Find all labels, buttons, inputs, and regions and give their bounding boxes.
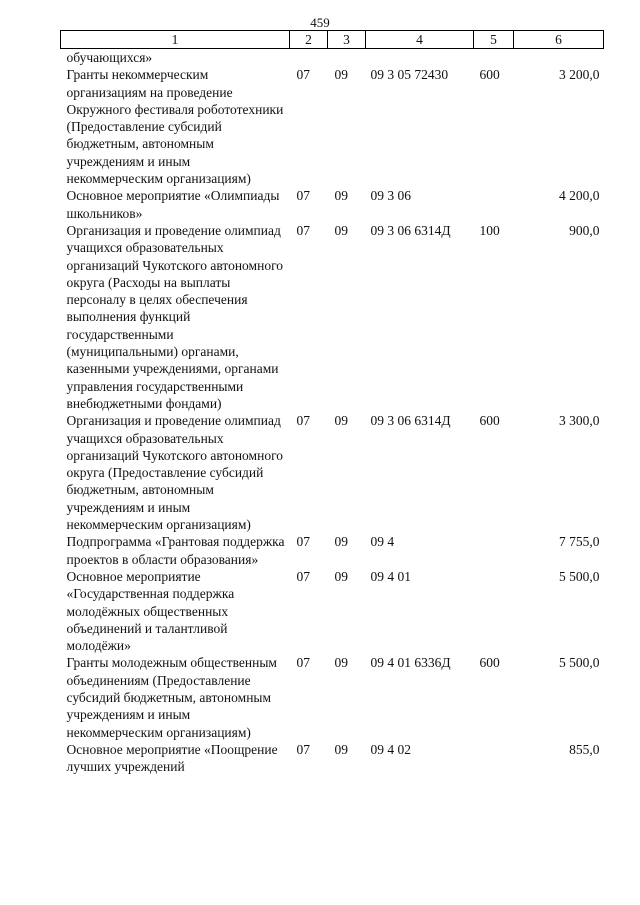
row-razdel: 07: [296, 655, 310, 671]
row-vr: [474, 568, 514, 654]
row-name: Гранты молодежным общественным объединениям (Предоставление субсидий бюджетным, автономным учреждениям и иным некоммерческим организациям): [66, 655, 277, 740]
row-amount: 5 500,0: [559, 568, 600, 584]
row-target: 09 4 01 6336Д: [370, 655, 451, 671]
row-podrazdel: 09: [334, 67, 348, 83]
row-razdel: 07: [296, 67, 310, 83]
header-col-4: 4: [366, 31, 474, 49]
row-target: [366, 49, 474, 67]
table-row: [61, 568, 604, 654]
row-amount: [514, 49, 604, 67]
row-name: Организация и проведение олимпиад учащихся образовательных организаций Чукотского автономного округа (Предоставление субсидий бюджетным, автономным учреждениям и иным некоммерческим организациям): [66, 413, 284, 533]
row-podrazdel: 09: [334, 568, 348, 584]
row-amount: 7 755,0: [559, 534, 600, 550]
row-target: 09 3 05 72430: [370, 67, 449, 83]
row-target: 09 3 06 6314Д: [370, 222, 451, 238]
header-col-5: 5: [474, 31, 514, 49]
header-col-2: 2: [290, 31, 328, 49]
table-body: [61, 49, 604, 776]
row-target: 09 3 06: [370, 188, 411, 204]
row-podrazdel: [328, 49, 366, 67]
budget-table: [60, 30, 604, 775]
row-amount: 5 500,0: [559, 655, 600, 671]
row-amount: 4 200,0: [559, 188, 600, 204]
row-name: Гранты некоммерческим организациям на проведение Окружного фестиваля робототехники (Предоставление субсидий бюджетным, автономным учреждениям и иным некоммерческим организациям): [66, 67, 284, 187]
row-target: 09 3 06 6314Д: [370, 413, 451, 429]
row-podrazdel: 09: [334, 222, 348, 238]
row-podrazdel: 09: [334, 655, 348, 671]
row-target: 09 4 01: [370, 568, 411, 584]
row-vr: [474, 741, 514, 776]
row-name: Основное мероприятие «Олимпиады школьников»: [66, 188, 280, 221]
row-target: 09 4: [370, 534, 395, 550]
row-razdel: 07: [296, 568, 310, 584]
row-name: обучающихся»: [66, 50, 153, 65]
row-amount: 3 300,0: [559, 413, 600, 429]
header-row: [61, 31, 604, 49]
row-razdel: 07: [296, 188, 310, 204]
row-podrazdel: 09: [334, 188, 348, 204]
table-row: [61, 533, 604, 568]
row-razdel: 07: [296, 741, 310, 757]
row-name: Основное мероприятие «Государственная поддержка молодёжных общественных объединений и талантливой молодёжи»: [66, 568, 235, 654]
row-razdel: [290, 49, 328, 67]
row-razdel: 07: [296, 534, 310, 550]
row-name: Подпрограмма «Грантовая поддержка проектов в области образования»: [66, 534, 285, 567]
table-row: [61, 222, 604, 412]
row-razdel: 07: [296, 413, 310, 429]
table-row: [61, 66, 604, 187]
row-name: Организация и проведение олимпиад учащихся образовательных организаций Чукотского автономного округа (Расходы на выплаты персоналу в целях обеспечения выполнения функций государственными (муниципальными) органами, казенными учреждениями, органами управления государственными внебюджетными фондами): [66, 222, 284, 411]
row-name: Основное мероприятие «Поощрение лучших учреждений: [66, 741, 278, 775]
row-vr: 600: [479, 67, 500, 83]
row-vr: [474, 49, 514, 67]
row-vr: [474, 533, 514, 568]
row-target: 09 4 02: [370, 741, 411, 757]
page-number: 459: [310, 15, 330, 30]
row-vr: [474, 187, 514, 222]
header-col-6: 6: [514, 31, 604, 49]
row-amount: 855,0: [569, 741, 600, 757]
row-podrazdel: 09: [334, 741, 348, 757]
table-row: [61, 412, 604, 533]
row-vr: 100: [479, 222, 500, 238]
table-row: [61, 187, 604, 222]
header-col-3: 3: [328, 31, 366, 49]
row-podrazdel: 09: [334, 534, 348, 550]
row-amount: 3 200,0: [559, 67, 600, 83]
row-vr: 600: [479, 655, 500, 671]
row-razdel: 07: [296, 222, 310, 238]
table-row: [61, 49, 604, 67]
table-row: [61, 654, 604, 740]
row-vr: 600: [479, 413, 500, 429]
table-row: [61, 741, 604, 776]
row-podrazdel: 09: [334, 413, 348, 429]
row-amount: 900,0: [569, 222, 600, 238]
header-col-1: 1: [61, 31, 290, 49]
